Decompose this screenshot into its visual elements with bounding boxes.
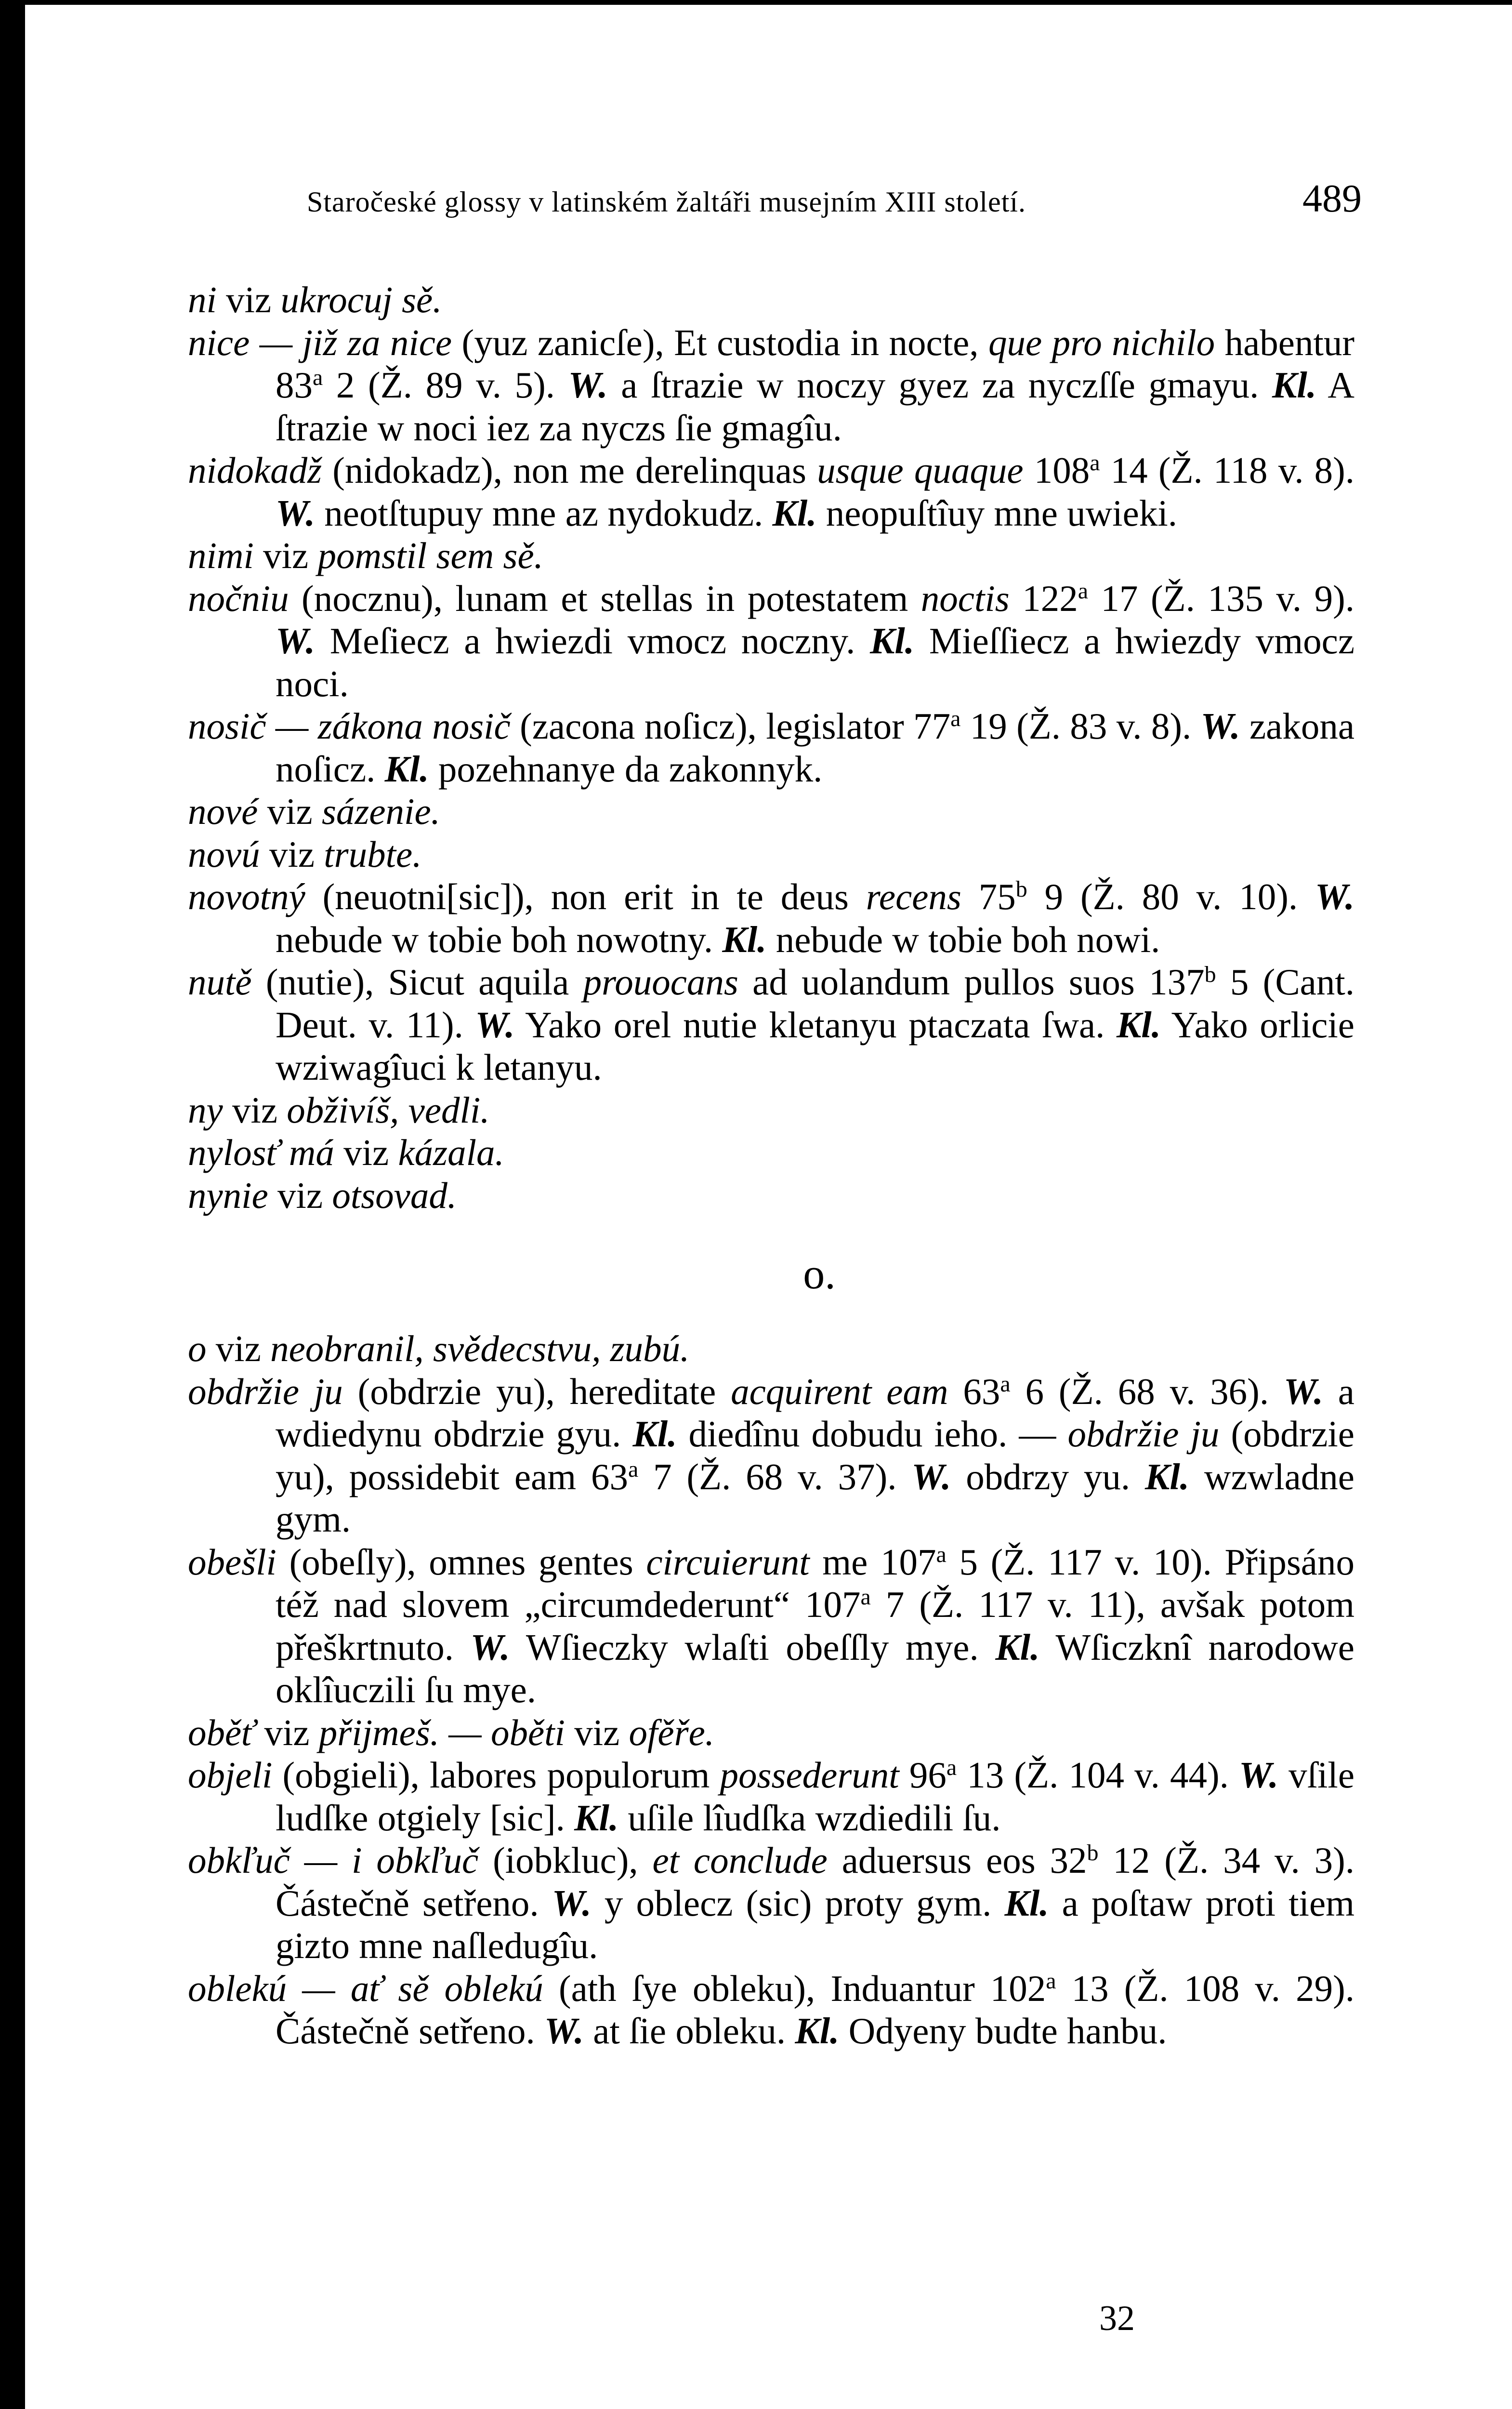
italic-term: nidokadž	[188, 450, 322, 491]
entries-section-n	[188, 278, 1354, 1217]
italic-term: trubte.	[324, 833, 422, 875]
entry-text: (yuz zanicſe), Et custodia in nocte,	[452, 321, 989, 363]
folio-superscript: a	[628, 1456, 639, 1482]
italic-term: noctis	[920, 577, 1010, 619]
entry-text: pozehnanye da zakonnyk.	[429, 748, 823, 790]
entry-text: neotſtupuy mne az nydokudz.	[315, 492, 773, 534]
source-abbrev: Kl.	[384, 748, 429, 790]
folio-superscript: a	[946, 1755, 957, 1780]
italic-term: ofěře.	[629, 1711, 714, 1753]
entry-text: 2 (Ž. 89 v. 5).	[323, 364, 568, 406]
italic-term: prouocans	[583, 961, 738, 1003]
folio-superscript: b	[1015, 876, 1027, 902]
entry-text: at ſie obleku.	[584, 2010, 795, 2052]
entry-text: zakona noſicz.	[276, 705, 1354, 790]
entry-text: viz	[334, 1132, 398, 1173]
entry-text: (nidokadz), non me derelinquas	[322, 450, 817, 491]
italic-term: obešli	[188, 1541, 276, 1583]
dictionary-entry	[188, 833, 1354, 876]
entry-text: Wſiczknî narodowe oklîuczili ſu mye.	[276, 1626, 1354, 1710]
dictionary-entry	[188, 278, 1354, 321]
entry-text: obdrzy yu.	[951, 1456, 1145, 1497]
source-abbrev: Kl.	[722, 918, 767, 960]
dictionary-entry	[188, 1370, 1354, 1541]
entry-text: Mieſſiecz a hwiezdy vmocz noci.	[276, 620, 1354, 704]
italic-term: nylosť má	[188, 1132, 334, 1173]
italic-term: ukrocuj sě.	[280, 279, 442, 320]
source-abbrev: W.	[475, 1004, 515, 1046]
entry-text: 5 (Ž. 117 v. 10). Připsáno též nad slovem „circumdederunt“ 107	[276, 1541, 1354, 1625]
dictionary-entry	[188, 961, 1354, 1089]
entry-text: a ſtrazie w noczy gyez za nyczſſe gmayu.	[607, 364, 1272, 406]
folio-superscript: a	[1000, 1371, 1011, 1397]
entries-section-o	[188, 1327, 1354, 2052]
entry-text: 108	[1023, 450, 1090, 491]
folio-superscript: b	[1087, 1840, 1099, 1866]
dictionary-entry	[188, 1089, 1354, 1132]
italic-term: recens	[866, 876, 961, 917]
entry-text: 17 (Ž. 135 v. 9).	[1088, 577, 1355, 619]
entry-text: nebude w tobie boh nowotny.	[276, 918, 723, 960]
entry-text: A ſtrazie w noci iez za nyczs ſie gmagîu.	[276, 364, 1354, 449]
dictionary-entry	[188, 1967, 1354, 2052]
entry-text: (obdrzie yu), hereditate	[342, 1370, 731, 1412]
dictionary-entry	[188, 1131, 1354, 1174]
book-page	[25, 5, 1512, 2409]
source-abbrev: W.	[276, 492, 316, 534]
italic-term: oblekú — ať sě oblekú	[188, 1967, 543, 2009]
entry-text: Yako orel nutie kletanyu ptaczata ſwa.	[514, 1004, 1117, 1046]
folio-superscript: b	[1204, 962, 1216, 987]
entry-text: Meſiecz a hwiezdi vmocz noczny.	[315, 620, 870, 662]
entry-text: neopuſtîuy mne uwieki.	[816, 492, 1177, 534]
italic-term: otsovad.	[332, 1174, 457, 1216]
entry-text: 5 (Cant. Deut. v. 11).	[276, 961, 1354, 1046]
italic-term: nice — již za nice	[188, 321, 452, 363]
entry-text: 122	[1009, 577, 1078, 619]
folio-superscript: a	[1078, 578, 1089, 604]
italic-term: nimi	[188, 535, 254, 576]
entry-text: (nutie), Sicut aquila	[251, 961, 583, 1003]
entry-text: ad uolandum pullos suos 137	[738, 961, 1205, 1003]
entry-text: a wdiedynu obdrzie gyu.	[276, 1370, 1354, 1455]
source-abbrev: W.	[1283, 1370, 1323, 1412]
dictionary-entry	[188, 1541, 1354, 1711]
dictionary-entry	[188, 1754, 1354, 1839]
italic-term: circuierunt	[646, 1541, 810, 1583]
italic-term: obživíš, vedli.	[287, 1089, 490, 1131]
source-abbrev: Kl.	[1272, 364, 1317, 406]
entry-text: (neuotni[sic]), non erit in te deus	[305, 876, 866, 917]
dictionary-entry	[188, 1839, 1354, 1967]
italic-term: sázenie.	[321, 791, 440, 832]
source-abbrev: W.	[911, 1456, 951, 1497]
source-abbrev: W.	[568, 364, 608, 406]
entry-text: vſile ludſke otgiely [sic].	[276, 1754, 1354, 1839]
entry-text: y oblecz (sic) proty gym.	[591, 1882, 1005, 1924]
entry-text: (obeſly), omnes gentes	[276, 1541, 646, 1583]
entry-text: wzwladne gym.	[276, 1456, 1354, 1540]
folio-superscript: a	[1046, 1968, 1056, 1994]
italic-term: nutě	[188, 961, 252, 1003]
source-abbrev: W.	[1200, 705, 1240, 747]
italic-term: kázala.	[398, 1132, 504, 1173]
entry-text: me 107	[809, 1541, 936, 1583]
running-header	[307, 176, 1362, 224]
entry-text: viz	[268, 1174, 332, 1216]
entry-text: (ath ſye obleku), Induantur 102	[543, 1967, 1046, 2009]
dictionary-entry	[188, 321, 1354, 450]
italic-term: přijmeš. — oběti	[318, 1711, 565, 1753]
section-letter-o: o.	[803, 1250, 836, 1298]
folio-superscript: a	[313, 365, 323, 390]
entry-text: 9 (Ž. 80 v. 10).	[1027, 876, 1315, 917]
italic-term: et conclude	[652, 1840, 828, 1881]
entry-text: 13 (Ž. 104 v. 44).	[957, 1754, 1239, 1796]
entry-text: (obgieli), labores populorum	[272, 1754, 720, 1796]
entry-text: Yako orlicie wziwagîuci k letanyu.	[276, 1004, 1354, 1088]
entry-text: 7 (Ž. 117 v. 11), avšak potom přeškrtnuto.	[276, 1584, 1354, 1668]
entry-text: 13 (Ž. 108 v. 29). Částečně setřeno.	[276, 1967, 1355, 2052]
italic-term: o	[188, 1328, 207, 1369]
italic-term: ny	[188, 1089, 223, 1131]
source-abbrev: W.	[470, 1626, 510, 1668]
dictionary-entry	[188, 705, 1354, 790]
entry-text: aduersus eos 32	[827, 1840, 1087, 1881]
dictionary-entry	[188, 1327, 1354, 1370]
entry-text: viz	[565, 1711, 629, 1753]
entry-text: viz	[206, 1328, 271, 1369]
entry-text: viz	[258, 791, 322, 832]
entry-text: 7 (Ž. 68 v. 37).	[638, 1456, 912, 1497]
source-abbrev: Kl.	[632, 1413, 677, 1455]
dictionary-text	[188, 278, 1354, 2052]
italic-term: neobranil, svědecstvu, zubú.	[270, 1328, 690, 1369]
entry-text: viz	[223, 1089, 287, 1131]
header-title: Staročeské glossy v latinském žaltáři musejním XIII století.	[307, 186, 1026, 218]
entry-text: (zacona noſicz), legislator 77	[510, 705, 951, 747]
dictionary-entry	[188, 790, 1354, 833]
italic-term: novotný	[188, 876, 305, 917]
source-abbrev: W.	[276, 620, 316, 662]
italic-term: usque quaque	[817, 450, 1024, 491]
source-abbrev: W.	[544, 2010, 584, 2052]
italic-term: acquirent eam	[731, 1370, 948, 1412]
page-number: 489	[1302, 176, 1362, 220]
source-abbrev: Kl.	[1116, 1004, 1161, 1046]
entry-text: 63	[948, 1370, 1000, 1412]
source-abbrev: Kl.	[795, 2010, 840, 2052]
italic-term: possederunt	[720, 1754, 899, 1796]
source-abbrev: Kl.	[1144, 1456, 1189, 1497]
signature-mark: 32	[1099, 2299, 1135, 2338]
entry-text: (obdrzie yu), possidebit eam 63	[276, 1413, 1354, 1497]
italic-term: objeli	[188, 1754, 273, 1796]
dictionary-entry	[188, 875, 1354, 961]
italic-term: que pro nichilo	[988, 321, 1215, 363]
italic-term: obdržie ju	[1067, 1413, 1220, 1455]
entry-text: viz	[260, 833, 324, 875]
entry-text: diedînu dobudu ieho. —	[677, 1413, 1068, 1455]
entry-text: (iobkluc),	[478, 1840, 653, 1881]
folio-superscript: a	[936, 1541, 947, 1567]
entry-text: habentur 83	[276, 321, 1354, 406]
italic-term: novú	[188, 833, 260, 875]
entry-text: uſile lîudſka wzdiedili ſu.	[618, 1797, 1001, 1839]
source-abbrev: W.	[552, 1882, 592, 1924]
dictionary-entry	[188, 449, 1354, 534]
italic-term: pomstil sem sě.	[317, 535, 543, 576]
entry-text: 75	[961, 876, 1016, 917]
entry-text: 14 (Ž. 118 v. 8).	[1100, 450, 1354, 491]
entry-text: Odyeny budte hanbu.	[839, 2010, 1167, 2052]
italic-term: ni	[188, 279, 217, 320]
italic-term: nočniu	[188, 577, 289, 619]
source-abbrev: Kl.	[1004, 1882, 1049, 1924]
entry-text: (nocznu), lunam et stellas in potestatem	[289, 577, 921, 619]
italic-term: oběť	[188, 1711, 255, 1753]
folio-superscript: a	[950, 706, 961, 731]
source-abbrev: W.	[1239, 1754, 1279, 1796]
source-abbrev: Kl.	[772, 492, 817, 534]
source-abbrev: Kl.	[574, 1797, 619, 1839]
entry-text: Wſieczky wlaſti obeſſly mye.	[510, 1626, 996, 1668]
dictionary-entry	[188, 1174, 1354, 1217]
italic-term: nynie	[188, 1174, 268, 1216]
dictionary-entry	[188, 1711, 1354, 1754]
entry-text: nebude w tobie boh nowi.	[766, 918, 1160, 960]
entry-text: viz	[255, 1711, 319, 1753]
entry-text: viz	[216, 279, 281, 320]
folio-superscript: a	[1090, 450, 1100, 476]
source-abbrev: W.	[1315, 876, 1354, 917]
source-abbrev: Kl.	[870, 620, 915, 662]
entry-text: a poſtaw proti tiem gizto mne naſledugîu.	[276, 1882, 1355, 1966]
italic-term: nosič — zákona nosič	[188, 705, 511, 747]
italic-term: nové	[188, 791, 258, 832]
entry-text: 12 (Ž. 34 v. 3). Částečně setřeno.	[276, 1840, 1354, 1924]
italic-term: obkľuč — i obkľuč	[188, 1840, 479, 1881]
source-abbrev: Kl.	[995, 1626, 1040, 1668]
entry-text: 19 (Ž. 83 v. 8).	[960, 705, 1201, 747]
dictionary-entry	[188, 534, 1354, 577]
dictionary-entry	[188, 577, 1354, 705]
entry-text: viz	[253, 535, 318, 576]
italic-term: obdržie ju	[188, 1370, 343, 1412]
entry-text: 96	[899, 1754, 947, 1796]
folio-superscript: a	[860, 1584, 871, 1610]
entry-text: 6 (Ž. 68 v. 36).	[1010, 1370, 1284, 1412]
